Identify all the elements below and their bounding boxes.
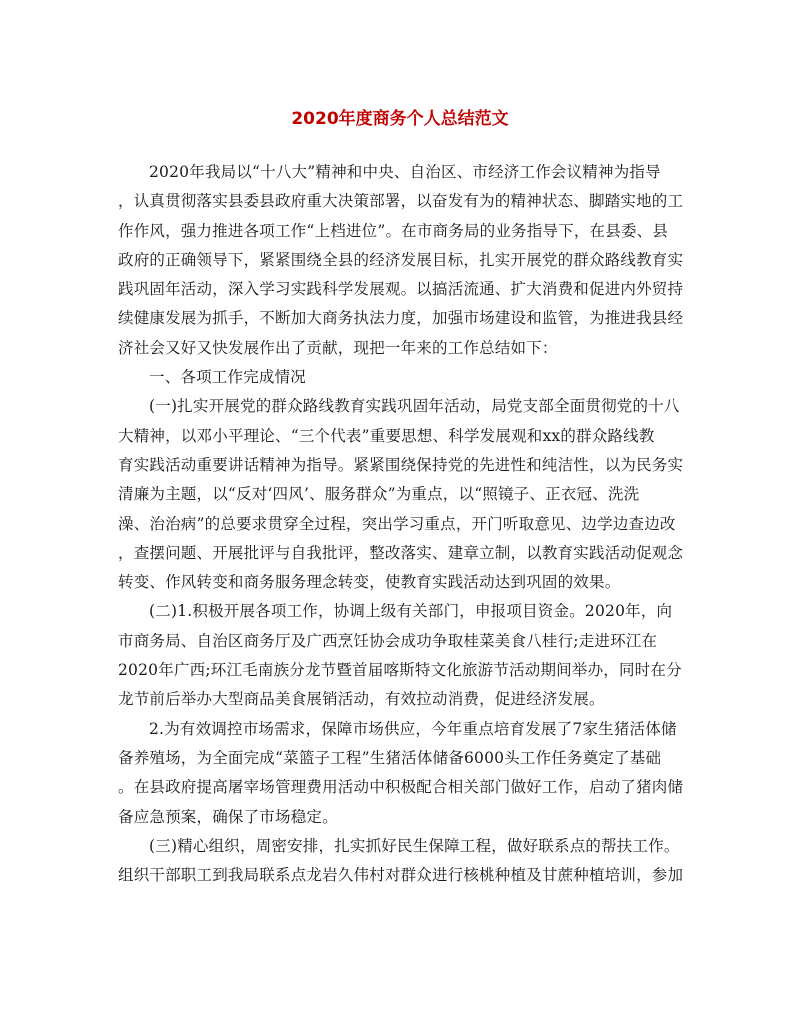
text-line: 。在县政府提高屠宰场管理费用活动中积极配合相关部门做好工作，启动了猪肉储 bbox=[118, 778, 684, 797]
text-line: 济社会又好又快发展作出了贡献，现把一年来的工作总结如下： bbox=[118, 338, 558, 357]
text-line: 政府的正确领导下，紧紧围绕全县的经济发展目标，扎实开展党的群众路线教育实 bbox=[118, 250, 684, 269]
text-line: 组织干部职工到我局联系点龙岩久伟村对群众进行核桃种植及甘蔗种植培训，参加 bbox=[118, 866, 684, 885]
text-line: (二)1.积极开展各项工作，协调上级有关部门，申报项目资金。2020年，向 bbox=[149, 602, 673, 621]
text-line: ，认真贯彻落实县委县政府重大决策部署，以奋发有为的精神状态、脚踏实地的工 bbox=[118, 192, 684, 211]
text-line: 一、各项工作完成情况 bbox=[149, 368, 307, 387]
text-line: 市商务局、自治区商务厅及广西烹饪协会成功争取桂菜美食八桂行;走进环江在 bbox=[118, 631, 658, 650]
text-line: 备养殖场，为全面完成“菜篮子工程”生猪活体储备6000头工作任务奠定了基础 bbox=[118, 748, 662, 767]
text-line: 2.为有效调控市场需求，保障市场供应，今年重点培育发展了7家生猪活体储 bbox=[149, 719, 677, 738]
text-line: 作作风，强力推进各项工作“上档进位”。在市商务局的业务指导下，在县委、县 bbox=[118, 221, 669, 240]
text-line: 2020年广西;环江毛南族分龙节暨首届喀斯特文化旅游节活动期间举办，同时在分 bbox=[118, 661, 682, 680]
text-line: (三)精心组织，周密安排，扎实抓好民生保障工程，做好联系点的帮扶工作。 bbox=[149, 836, 680, 855]
text-line: 备应急预案，确保了市场稳定。 bbox=[118, 807, 338, 826]
text-line: 澡、治治病”的总要求贯穿全过程，突出学习重点，开门听取意见、边学边查边改 bbox=[118, 514, 676, 533]
text-line: 龙节前后举办大型商品美食展销活动，有效拉动消费，促进经济发展。 bbox=[118, 690, 605, 709]
document-body bbox=[118, 158, 688, 890]
text-line: 践巩固年活动，深入学习实践科学发展观。以搞活流通、扩大消费和促进内外贸持 bbox=[118, 280, 684, 299]
text-line: ，查摆问题、开展批评与自我批评，整改落实、建章立制，以教育实践活动促观念 bbox=[118, 543, 684, 562]
text-line: 续健康发展为抓手，不断加大商务执法力度，加强市场建设和监管，为推进我县经 bbox=[118, 309, 684, 328]
text-line: (一)扎实开展党的群众路线教育实践巩固年活动，局党支部全面贯彻党的十八 bbox=[149, 397, 680, 416]
text-line: 清廉为主题，以“反对‘四风’、服务群众”为重点，以“照镜子、正衣冠、洗洗 bbox=[118, 485, 640, 504]
document-title: 2020年度商务个人总结范文 bbox=[291, 109, 509, 129]
text-line: 大精神，以邓小平理论、“三个代表”重要思想、科学发展观和xx的群众路线教 bbox=[118, 426, 655, 445]
text-line: 转变、作风转变和商务服务理念转变，使教育实践活动达到巩固的效果。 bbox=[118, 573, 621, 592]
text-line: 育实践活动重要讲话精神为指导。紧紧围绕保持党的先进性和纯洁性，以为民务实 bbox=[118, 455, 684, 474]
text-line: 2020年我局以“十八大”精神和中央、自治区、市经济工作会议精神为指导 bbox=[149, 163, 661, 181]
